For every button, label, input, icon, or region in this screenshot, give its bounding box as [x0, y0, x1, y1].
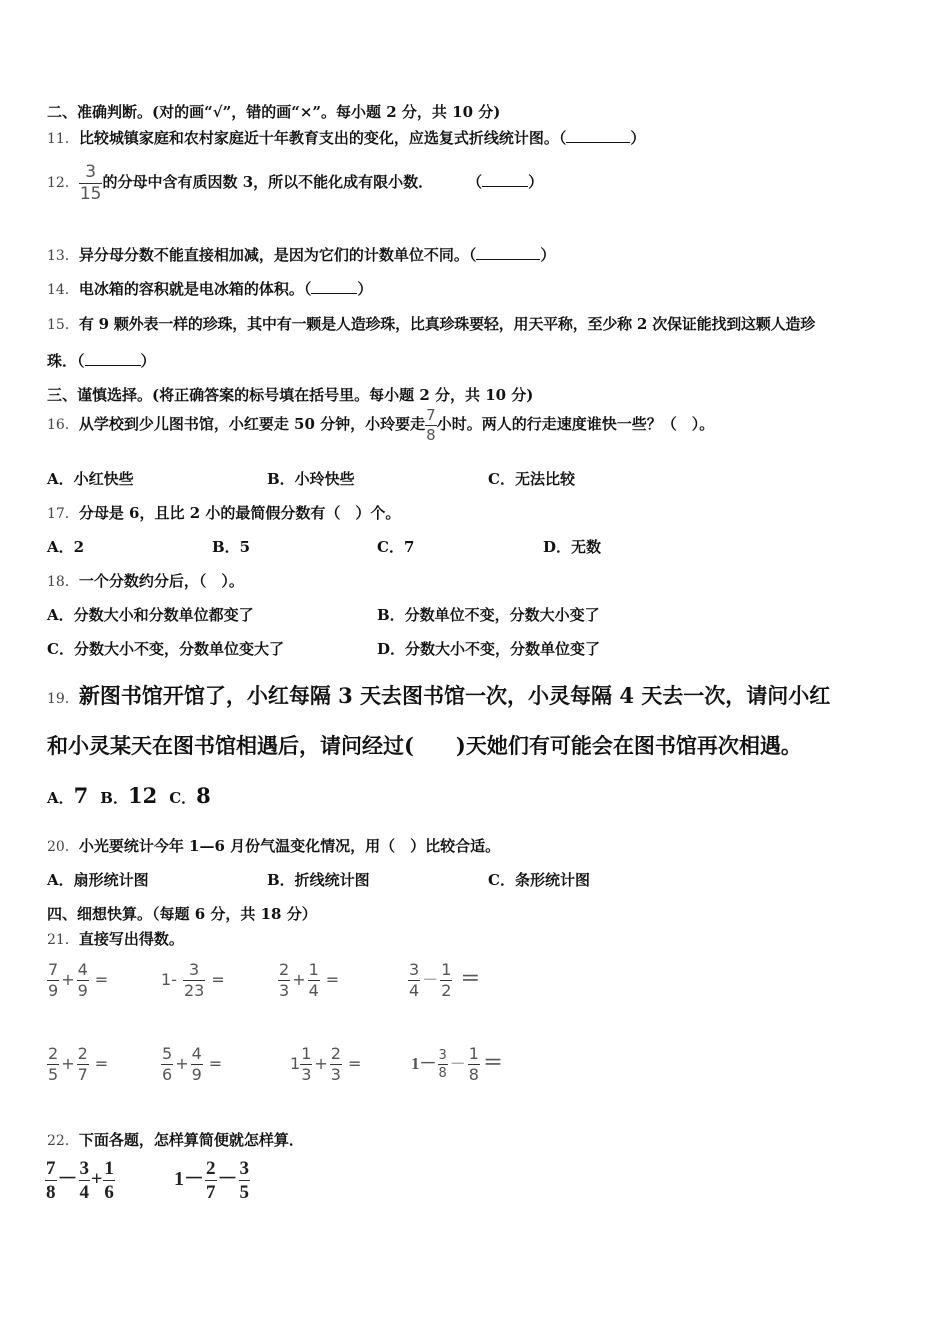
expression-2 [161, 962, 227, 999]
equals-sign: = [347, 1054, 362, 1073]
question-19-line2: 和小灵某天在图书馆相遇后，请问经过( )天她们有可能会在图书馆再次相遇。 [47, 733, 802, 758]
option-a[interactable]: A．小红快些 [47, 470, 134, 488]
denominator: 9 [48, 981, 59, 1000]
equals-sign: ＝ [482, 1052, 503, 1074]
numerator: 2 [330, 1044, 341, 1063]
option-c[interactable]: C．7 [377, 538, 415, 556]
fraction [79, 161, 103, 204]
denominator: 3 [279, 981, 290, 1000]
question-12 [47, 160, 543, 205]
fraction [308, 962, 320, 999]
question-17 [47, 503, 400, 524]
equals-sign: = [94, 970, 109, 989]
question-text-b: 小时。两人的行走速度谁快一些？（ ）。 [436, 415, 715, 433]
fraction [425, 405, 437, 444]
option-d[interactable]: D．分数大小不变，分数单位变了 [377, 640, 601, 658]
question-text: 分母是 6，且比 2 小的最简假分数有（ ）个。 [78, 504, 401, 522]
question-15-line2 [47, 351, 156, 371]
question-15 [47, 314, 815, 335]
denominator: 6 [162, 1065, 173, 1084]
numerator: 1 [104, 1158, 114, 1179]
operator: － [217, 1167, 238, 1190]
bracket-close: ） [528, 173, 544, 191]
question-number: 13． [47, 248, 79, 264]
expression-4 [408, 962, 481, 999]
denominator: 5 [48, 1065, 59, 1084]
numerator: 7 [46, 1158, 56, 1179]
numerator: 3 [79, 1158, 89, 1179]
option-a[interactable]: A．分数大小和分数单位都变了 [47, 606, 254, 624]
denominator: 8 [46, 1182, 56, 1203]
operator: － [57, 1167, 78, 1190]
expression-8 [410, 1046, 504, 1083]
numerator: 1 [441, 960, 452, 979]
denominator: 8 [438, 1066, 447, 1081]
expression-22-2 [173, 1159, 250, 1202]
numerator: 5 [162, 1044, 173, 1063]
option-c[interactable]: C．无法比较 [488, 470, 575, 488]
minuend: 1－ [174, 1167, 204, 1190]
option-a-value[interactable]: 7 [73, 783, 89, 808]
denominator: 8 [468, 1065, 479, 1084]
operator: － [449, 1054, 466, 1073]
option-b[interactable]: B．分数单位不变，分数大小变了 [377, 606, 600, 624]
numerator: 4 [77, 960, 88, 979]
equals-sign: = [94, 1054, 109, 1073]
answer-blank[interactable] [85, 353, 141, 366]
numerator: 7 [426, 405, 436, 424]
numerator: 4 [191, 1044, 202, 1063]
question-text: 下面各题，怎样算简便就怎样算． [78, 1131, 304, 1149]
option-a[interactable]: A．2 [47, 538, 85, 556]
numerator: 3 [183, 962, 205, 981]
fraction [103, 1159, 115, 1202]
equals-sign: = [208, 1054, 223, 1073]
question-11 [47, 128, 645, 149]
section-4-title: 四、细想快算。（每题 6 分，共 18 分） [47, 905, 317, 923]
question-number: 22． [47, 1133, 79, 1149]
question-number: 17． [47, 506, 79, 522]
fraction [77, 962, 89, 999]
denominator: 7 [206, 1182, 216, 1203]
question-16 [47, 402, 714, 447]
numerator: 3 [79, 164, 103, 184]
fraction [205, 1159, 217, 1202]
option-a-label[interactable]: A． [47, 789, 74, 807]
equals-sign: = [325, 970, 340, 989]
fraction [440, 962, 452, 999]
question-text: 一个分数约分后，（ ）。 [78, 572, 244, 590]
fraction [183, 962, 205, 999]
fraction [47, 962, 59, 999]
fraction [468, 1046, 480, 1083]
denominator: 3 [301, 1065, 312, 1084]
fraction [239, 1159, 251, 1202]
numerator: 3 [438, 1048, 447, 1063]
operator: + [91, 1167, 103, 1190]
question-text: 比较城镇家庭和农村家庭近十年教育支出的变化，应选复式折线统计图。（ [78, 129, 567, 147]
bracket-close: ） [357, 280, 373, 298]
option-b-label[interactable]: B． [100, 789, 128, 807]
option-d[interactable]: D．无数 [543, 538, 602, 556]
answer-blank[interactable] [566, 130, 630, 143]
question-number: 21． [47, 932, 79, 948]
numerator: 1 [468, 1044, 479, 1063]
option-a[interactable]: A．扇形统计图 [47, 871, 149, 889]
fraction [79, 1159, 91, 1202]
denominator: 9 [191, 1065, 202, 1084]
question-number: 19． [47, 691, 79, 707]
denominator: 15 [79, 183, 102, 204]
expression-5 [47, 1046, 110, 1083]
whole-number: 1 [290, 1054, 301, 1073]
numerator: 2 [279, 960, 290, 979]
numerator: 2 [48, 1044, 59, 1063]
minuend: 1- [161, 970, 177, 989]
question-number: 12． [47, 175, 79, 191]
bracket-close: ） [630, 129, 646, 147]
question-text: 的分母中含有质因数 3，所以不能化成有限小数． [102, 173, 434, 191]
denominator: 5 [239, 1182, 249, 1203]
operator: + [61, 1054, 75, 1073]
fraction [161, 1046, 173, 1083]
question-18 [47, 571, 244, 592]
question-text: 直接写出得数。 [78, 930, 184, 948]
expression-1 [47, 962, 110, 999]
fraction [45, 1159, 57, 1202]
section-3-title: 三、谨慎选择。(将正确答案的标号填在括号里。每小题 2 分，共 10 分) [47, 386, 534, 404]
numerator: 7 [48, 960, 59, 979]
operator: + [175, 1054, 189, 1073]
expression-7 [290, 1046, 363, 1083]
denominator: 6 [104, 1182, 114, 1203]
question-text-line1: 新图书馆开馆了，小红每隔 3 天去图书馆一次，小灵每隔 4 天去一次，请问小红 [78, 683, 831, 708]
expression-6 [161, 1046, 224, 1083]
question-text-a: 从学校到少儿图书馆，小红要走 50 分钟，小玲要走 [78, 415, 426, 433]
question-number: 15． [47, 317, 79, 333]
question-14 [47, 279, 372, 300]
minuend: 1－ [411, 1054, 437, 1073]
denominator: 7 [77, 1065, 88, 1084]
question-21 [47, 929, 184, 950]
question-13 [47, 245, 555, 266]
question-number: 20． [47, 839, 79, 855]
operator: － [422, 970, 439, 989]
option-c[interactable]: C．条形统计图 [488, 871, 590, 889]
bracket-close: ） [540, 246, 556, 264]
bracket-close: ） [140, 352, 156, 370]
expression-3 [278, 962, 341, 999]
denominator: 4 [409, 981, 420, 1000]
numerator: 2 [206, 1158, 216, 1179]
denominator: 3 [330, 1065, 341, 1084]
denominator: 4 [308, 981, 319, 1000]
option-b[interactable]: B．小玲快些 [267, 470, 355, 488]
fraction [278, 962, 290, 999]
denominator: 23 [183, 981, 205, 1000]
numerator: 3 [239, 1158, 249, 1179]
fraction [77, 1046, 89, 1083]
question-22 [47, 1130, 304, 1151]
question-text: 小光要统计今年 1—6 月份气温变化情况，用（ ）比较合适。 [78, 837, 501, 855]
question-text: 异分母分数不能直接相加减，是因为它们的计数单位不同。（ [78, 246, 477, 264]
option-b[interactable]: B．折线统计图 [267, 871, 370, 889]
fraction [191, 1046, 203, 1083]
question-19-options [47, 783, 211, 811]
question-text-line1: 有 9 颗外表一样的珍珠，其中有一颗是人造珍珠，比真珍珠要轻，用天平称，至少称 2 次保证能找到这颗人造珍 [78, 315, 815, 333]
fraction [300, 1046, 312, 1083]
question-number: 18． [47, 574, 79, 590]
question-number: 14． [47, 282, 79, 298]
denominator: 8 [426, 425, 436, 444]
answer-blank[interactable] [476, 247, 540, 260]
section-2-title: 二、准确判断。(对的画“√”，错的画“×”。每小题 2 分，共 10 分) [47, 103, 501, 121]
option-b-value[interactable]: 12 [127, 783, 158, 808]
option-c-value[interactable]: 8 [196, 783, 211, 808]
equals-sign: = [211, 970, 225, 989]
operator: + [292, 970, 306, 989]
operator: + [314, 1054, 328, 1073]
question-text-line2: 珠．（ [47, 352, 85, 370]
numerator: 3 [409, 960, 420, 979]
answer-blank[interactable] [311, 281, 357, 294]
option-b[interactable]: B．5 [212, 538, 251, 556]
denominator: 9 [77, 981, 88, 1000]
fraction [408, 962, 420, 999]
question-number: 16． [47, 417, 79, 433]
numerator: 2 [77, 1044, 88, 1063]
answer-blank[interactable] [482, 174, 528, 187]
fraction [330, 1046, 342, 1083]
numerator: 1 [308, 960, 319, 979]
numerator: 1 [301, 1044, 312, 1063]
option-c-label[interactable]: C． [169, 789, 197, 807]
option-c[interactable]: C．分数大小不变，分数单位变大了 [47, 640, 284, 658]
equals-sign: ＝ [460, 968, 481, 990]
fraction [47, 1046, 59, 1083]
fraction [438, 1049, 448, 1080]
denominator: 4 [79, 1182, 89, 1203]
expression-22-1 [45, 1159, 115, 1202]
question-19 [47, 682, 830, 713]
question-20 [47, 836, 500, 857]
denominator: 2 [441, 981, 452, 1000]
bracket-open: （ [467, 173, 483, 191]
question-number: 11． [47, 131, 79, 147]
question-text: 电冰箱的容积就是电冰箱的体积。（ [78, 280, 312, 298]
operator: + [61, 970, 75, 989]
